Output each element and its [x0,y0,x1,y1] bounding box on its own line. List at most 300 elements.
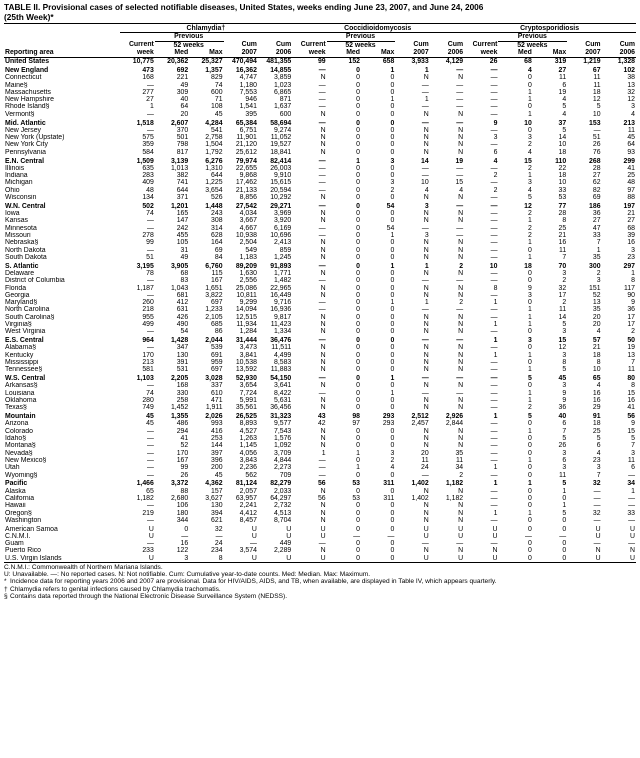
value-cell: 2 [527,141,532,149]
value-cell: — [318,186,326,194]
value-cell: — [490,164,498,172]
value-cell: 1 [527,217,532,225]
value-cell: 0 [390,427,395,435]
reporting-area-cell: Idaho§ [5,435,27,443]
value-cell: 10 [592,110,601,118]
reporting-area-cell: Delaware [5,270,35,277]
value-cell: 0 [390,471,395,479]
value-cell: 157 [211,487,223,495]
value-cell: 10,938 [235,232,257,240]
value-cell: 53 [352,480,360,488]
value-cell: 0 [356,134,360,142]
value-cell: — [318,81,326,89]
footnote-text: Contains data reported through the National Electronic Disease Surveillance System (NEDSS). [10,592,288,600]
value-cell: — [456,119,464,127]
value-cell: 4 [562,96,567,104]
value-cell: 5 [527,194,532,202]
value-cell: — [146,427,154,435]
value-cell: — [490,141,498,149]
value-cell: 89,209 [235,262,257,270]
value-cell: 1,043 [170,284,189,292]
value-cell: — [456,202,464,210]
reporting-area-cell: South Carolina§ [5,313,55,321]
value-cell: N [320,239,326,247]
reporting-area-cell: Arkansas§ [5,382,38,390]
value-cell: 1 [390,96,395,104]
value-cell: 130 [176,351,189,359]
value-cell: N [423,217,429,225]
value-cell: 88 [180,487,189,495]
value-cell: 3,667 [239,217,257,225]
value-cell: U [492,532,498,540]
value-cell: 4 [631,110,635,118]
value-cell: — [490,516,498,524]
reporting-area-cell: Tennessee§ [5,366,43,374]
value-cell: 99 [317,58,326,66]
value-cell: 4,844 [274,456,292,464]
footnote-symbol: † [4,585,8,593]
value-cell: 9,577 [274,420,292,428]
value-cell: — [456,88,464,96]
value-cell: 6 [631,464,635,472]
value-cell: 68 [627,224,635,232]
value-cell: N [320,246,326,254]
value-cell: 122 [176,547,189,555]
value-cell: U [292,555,326,563]
table-row [4,254,636,261]
value-cell: 1 [493,464,498,472]
value-cell: 0 [527,328,532,336]
value-cell: 153 [589,119,601,127]
value-cell: 0 [527,74,532,82]
value-cell: 3 [631,103,635,111]
value-cell: — [490,456,498,464]
value-cell: 0 [390,540,395,548]
value-cell: 0 [356,262,360,270]
value-cell: 1,023 [274,81,292,89]
value-cell: — [490,427,498,435]
value-cell: — [490,471,498,479]
year-2007-label: 2007 [395,49,429,58]
value-cell: 798 [176,141,189,149]
value-cell: 2 [390,456,395,464]
value-cell: 35 [455,449,464,457]
value-cell: 1 [527,389,532,397]
value-cell: — [593,126,601,134]
cum-label: Cum [585,41,601,49]
value-cell: 27 [627,217,635,225]
value-cell: 11 [627,456,635,464]
value-cell: 1,013 [170,164,189,172]
value-cell: 31,323 [270,413,292,421]
year-2007-label: 2007 [224,49,258,58]
value-cell: 0 [356,119,360,127]
value-cell: N [320,328,326,336]
value-cell: U [120,555,154,563]
value-cell: 74 [214,81,223,89]
value-cell: — [490,328,498,336]
value-cell: 11 [421,456,429,464]
value-cell: 955 [142,313,154,321]
value-cell: 186 [589,202,601,210]
table-row [4,201,636,210]
value-cell: 0 [390,239,395,247]
value-cell: 16 [592,397,601,405]
value-cell: 0 [390,382,395,390]
value-cell: 0 [390,103,395,111]
value-cell: 3 [424,202,429,210]
value-cell: 1 [527,88,532,96]
value-cell: 2 [527,210,532,218]
value-cell: — [421,389,429,397]
value-cell: 7 [562,427,567,435]
value-cell: 78 [146,270,154,277]
value-cell: — [318,164,326,172]
value-cell: 17 [627,321,635,329]
reporting-area-cell: Nebraska§ [5,239,39,247]
value-cell: — [628,502,635,510]
value-cell: 278 [142,232,154,240]
value-cell: 0 [527,464,532,472]
value-cell: 0 [327,555,361,563]
value-cell: 2,844 [445,420,464,428]
value-cell: 294 [176,427,189,435]
table-body [4,58,636,563]
table-row [4,502,636,509]
reporting-area-cell: Minnesota [5,224,37,232]
value-cell: 32 [592,480,601,488]
value-cell: 347 [176,344,189,352]
value-cell: N [320,487,326,495]
value-cell: 56 [317,480,326,488]
value-cell: — [490,502,498,510]
value-cell: 0 [356,404,360,412]
value-cell: N [423,253,429,261]
value-cell: 3,859 [274,74,292,82]
reporting-area-cell: S. Atlantic [5,262,39,270]
value-cell: 20 [421,449,429,457]
current-label: Current [300,41,326,49]
value-cell: 0 [356,270,360,277]
value-cell: 1 [390,232,395,240]
value-cell: — [524,532,532,540]
value-cell: 0 [390,119,395,127]
value-cell: 17 [558,291,567,299]
value-cell: 53 [558,194,567,202]
value-cell: 9 [631,299,635,307]
table-row [4,359,636,366]
value-cell: 3,841 [239,351,257,359]
value-cell: 14 [421,157,429,165]
reporting-area-cell: Pennsylvania [5,148,46,156]
table-row [4,428,636,435]
value-cell: — [593,487,601,495]
value-cell: 0 [390,291,395,299]
table-row [4,479,636,488]
value-cell: 416 [211,427,223,435]
value-cell: 9 [493,119,498,127]
value-cell: U [567,555,601,563]
table-row [4,533,636,540]
value-cell: 0 [356,103,360,111]
weeks52-label: 52 weeks [517,41,548,49]
value-cell: 4 [527,148,532,156]
value-cell: 1 [527,96,532,104]
value-cell: 34 [627,480,635,488]
table-row [4,321,636,328]
value-cell: 65,384 [235,119,257,127]
table-row [4,58,636,66]
value-cell: 2 [493,172,498,180]
value-cell: 52,930 [235,375,257,383]
value-cell: N [458,547,464,555]
reporting-area-cell: New Mexico§ [5,456,47,464]
value-cell: 8 [562,359,567,367]
value-cell: 13 [592,299,601,307]
value-cell: N [320,442,326,450]
reporting-area-cell: Colorado [5,427,33,435]
value-cell: 0 [390,284,395,292]
value-cell: N [423,404,429,412]
value-cell: 7 [631,442,635,450]
value-cell: N [458,516,464,524]
reporting-area-cell: Maryland§ [5,299,38,307]
year-2007-label: 2007 [567,49,601,58]
value-cell: 5,631 [274,397,292,405]
value-cell: N [458,487,464,495]
value-cell: 2 [459,471,464,479]
value-cell: 1 [527,253,532,261]
value-cell: 0 [527,516,532,524]
value-cell: 0 [527,126,532,134]
value-cell: 1 [390,66,395,74]
value-cell: — [318,464,326,472]
value-cell: 0 [356,471,360,479]
value-cell: 1 [527,427,532,435]
value-cell: 4,527 [239,427,257,435]
value-cell: 18 [592,420,601,428]
value-cell: 0 [356,96,360,104]
value-cell: 0 [356,435,360,443]
value-cell: 253 [211,435,223,443]
value-cell: 11,883 [270,366,292,374]
value-cell: 71 [214,96,223,104]
value-cell: 15 [627,427,635,435]
value-cell: 8 [631,382,635,390]
value-cell: 1 [527,366,532,374]
value-cell: 1 [596,246,601,254]
value-cell: 658 [382,58,395,66]
value-cell: 38 [627,74,635,82]
value-cell: — [146,291,154,299]
value-cell: 0 [356,456,360,464]
value-cell: 0 [390,502,395,510]
value-cell: — [490,239,498,247]
value-cell: N [458,382,464,390]
reporting-area-cell: Alabama§ [5,344,37,352]
value-cell: 280 [142,397,154,405]
value-cell: 170 [176,449,189,457]
value-cell: 40 [558,413,567,421]
value-cell: 5 [562,103,567,111]
value-cell: 7 [596,239,601,247]
value-cell: 33 [558,186,567,194]
value-cell: 9,274 [274,126,292,134]
value-cell: U [258,555,292,563]
value-cell: — [318,389,326,397]
value-cell: 0 [527,540,532,548]
value-cell: — [490,540,498,548]
value-cell: 1 [527,456,532,464]
value-cell: 575 [142,134,154,142]
footnote [4,571,636,578]
value-cell: 152 [348,58,360,66]
value-cell: 600 [279,110,292,118]
reporting-area-cell: Pacific [5,480,28,488]
table-row [4,488,636,495]
value-cell: 2 [631,328,635,336]
value-cell: — [490,224,498,232]
value-cell: 32 [592,509,601,517]
value-cell: 3 [527,291,532,299]
value-cell: 6 [562,420,567,428]
value-cell: 2,512 [411,413,429,421]
value-cell: 180 [176,509,189,517]
value-cell: N [320,547,326,555]
value-cell: 4 [527,186,532,194]
value-cell: 242 [176,224,189,232]
value-cell: 0 [527,525,532,533]
value-cell: 19,527 [270,141,292,149]
value-cell: — [318,375,326,383]
value-cell: 218 [142,306,154,314]
value-cell: U [602,555,636,563]
table-row [4,464,636,471]
value-cell: — [146,224,154,232]
value-cell: 1 [527,351,532,359]
table-row [4,285,636,292]
value-cell: 106 [176,502,189,510]
value-cell: — [421,375,429,383]
value-cell: 221 [176,74,189,82]
value-cell: — [421,103,429,111]
value-cell: — [490,382,498,390]
value-cell: 110 [555,157,567,165]
value-cell: 0 [390,516,395,524]
value-cell: 58,694 [270,119,292,127]
value-cell: 10 [558,141,567,149]
value-cell: 33 [627,509,635,517]
value-cell: U [148,532,154,540]
value-cell: 25,327 [201,58,223,66]
value-cell: 1,637 [274,103,292,111]
value-cell: 74 [146,210,154,218]
value-cell: 213 [142,359,154,367]
value-cell: 0 [356,232,360,240]
reporting-area-cell: Iowa [5,210,20,218]
value-cell: N [423,366,429,374]
value-cell: N [458,270,464,277]
value-cell: 3 [562,270,567,277]
reporting-area-cell: Arizona [5,420,29,428]
value-cell: 5 [562,321,567,329]
value-cell: 0 [356,126,360,134]
value-cell: 2,504 [239,239,257,247]
value-cell: — [146,328,154,336]
value-cell: 8 [189,555,223,563]
value-cell: N [458,291,464,299]
value-cell: 34 [455,464,464,472]
value-cell: 1 [356,157,360,165]
value-cell: 2 [562,299,567,307]
value-cell: N [423,442,429,450]
value-cell: N [423,141,429,149]
value-cell: 4 [527,66,532,74]
value-cell: 993 [211,420,223,428]
value-cell: N [423,382,429,390]
value-cell: 170 [142,351,154,359]
value-cell: — [490,253,498,261]
disease-table [4,23,636,563]
reporting-area-cell: Vermont§ [5,110,35,118]
value-cell: 4 [493,157,498,165]
value-cell: 18 [558,172,567,180]
value-cell: — [593,494,601,502]
value-cell: 32 [627,88,635,96]
value-cell: 0 [562,494,567,502]
value-cell: 16,449 [270,291,292,299]
reporting-area-cell: New Hampshire [5,96,55,104]
value-cell: N [320,74,326,82]
footnote-text: Incidence data for reporting years 2006 and 2007 are provisional. Data for HIV/AIDS, AIDS, and TB, when available, are displayed in Table IV, which appears quarterly. [10,578,497,586]
table-row [4,165,636,172]
value-cell: N [458,74,464,82]
weeks52-label: 52 weeks [345,41,376,49]
value-cell: — [318,88,326,96]
value-cell: 959 [211,359,223,367]
value-cell: 0 [356,186,360,194]
weeks52-label: 52 weeks [173,41,204,49]
value-cell: 644 [176,186,189,194]
value-cell: 277 [142,88,154,96]
value-cell: 0 [390,547,395,555]
value-cell: 0 [562,547,567,555]
table-title [4,2,636,22]
value-cell: 31,444 [235,337,257,345]
value-cell: 7 [596,471,601,479]
value-cell: 3,654 [239,382,257,390]
value-cell: 2 [459,299,464,307]
value-cell: — [456,224,464,232]
value-cell: 0 [356,299,360,307]
value-cell: 54 [386,224,395,232]
value-cell: 0 [356,277,360,285]
previous-label: Previous [155,33,224,41]
value-cell: 7 [562,253,567,261]
reporting-area-cell: California [5,494,35,502]
value-cell: N [320,313,326,321]
value-cell: 1 [424,299,429,307]
previous-label: Previous [327,33,396,41]
value-cell: 3 [527,179,532,187]
value-cell: — [490,194,498,202]
max-label: Max [533,49,567,58]
value-cell: 0 [356,239,360,247]
value-cell: 2,556 [239,277,257,285]
value-cell: 0 [527,270,532,277]
table-row [4,540,636,547]
value-cell: 0 [390,487,395,495]
